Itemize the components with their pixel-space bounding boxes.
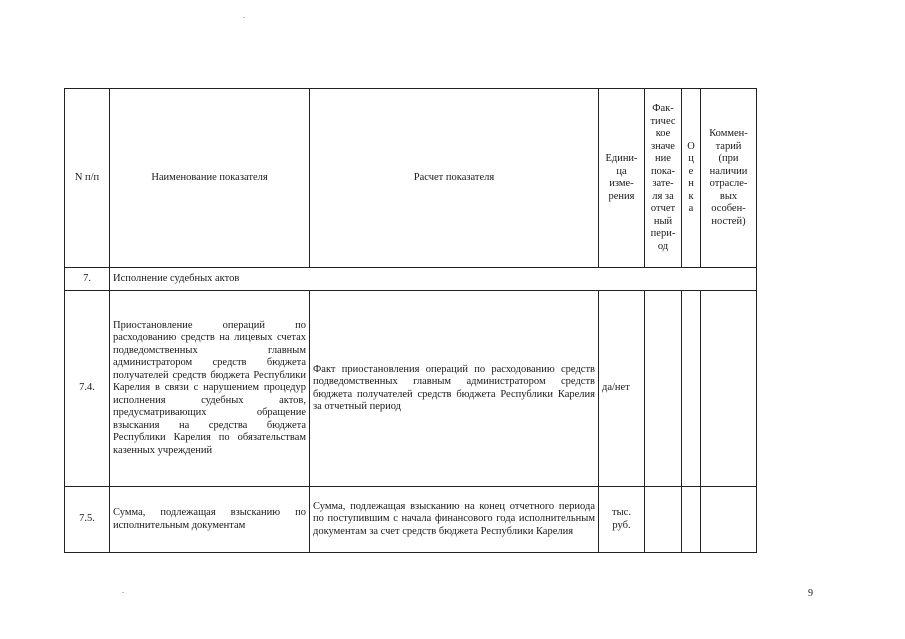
row-calc: Факт приостановления операций по расходованию средств подведомственных главным администратором средств бюджета получателей средств бюджета Республики Карелия за отчетный период (310, 291, 599, 487)
header-unit: Едини- ца изме- рения (599, 89, 645, 268)
row-calc: Сумма, подлежащая взысканию на конец отчетного периода по поступившим с начала финансового года исполнительным документам за счет средств бюджета Республики Карелия (310, 487, 599, 553)
header-calc: Расчет показателя (310, 89, 599, 268)
row-fact (645, 487, 682, 553)
scan-speck (243, 17, 245, 18)
table-row (65, 291, 757, 487)
header-grade: О ц е н к а (682, 89, 701, 268)
row-comment (701, 487, 757, 553)
row-num: 7.4. (65, 291, 110, 487)
header-comment: Коммен- тарий (при наличии отрасле- вых особен- ностей) (701, 89, 757, 268)
row-name: Сумма, подлежащая взысканию по исполнительным документам (110, 487, 310, 553)
row-comment (701, 291, 757, 487)
header-name: Наименование показателя (110, 89, 310, 268)
header-fact: Фак- тичес кое значе ние пока- зате- ля за отчет ный пери- од (645, 89, 682, 268)
section-title: Исполнение судебных актов (110, 268, 757, 291)
row-grade (682, 487, 701, 553)
table-row (65, 487, 757, 553)
row-name: Приостановление операций по расходованию средств на лицевых счетах подведомственных главным администратором средств бюджета получателей средств бюджета Республики Карелия в связи с нарушением процедур исполнения судебных актов, предусматривающих обращение взыскания на средства бюджета Республики Карелия по обязательствам казенных учреждений (110, 291, 310, 487)
row-fact (645, 291, 682, 487)
row-num: 7.5. (65, 487, 110, 553)
scan-speck (122, 592, 124, 593)
indicators-table (64, 88, 757, 553)
section-num: 7. (65, 268, 110, 291)
header-row (65, 89, 757, 268)
row-unit: тыс. руб. (599, 487, 645, 553)
row-grade (682, 291, 701, 487)
header-num: N п/п (65, 89, 110, 268)
row-unit: да/нет (599, 291, 645, 487)
section-row (65, 268, 757, 291)
page-number: 9 (808, 588, 813, 599)
